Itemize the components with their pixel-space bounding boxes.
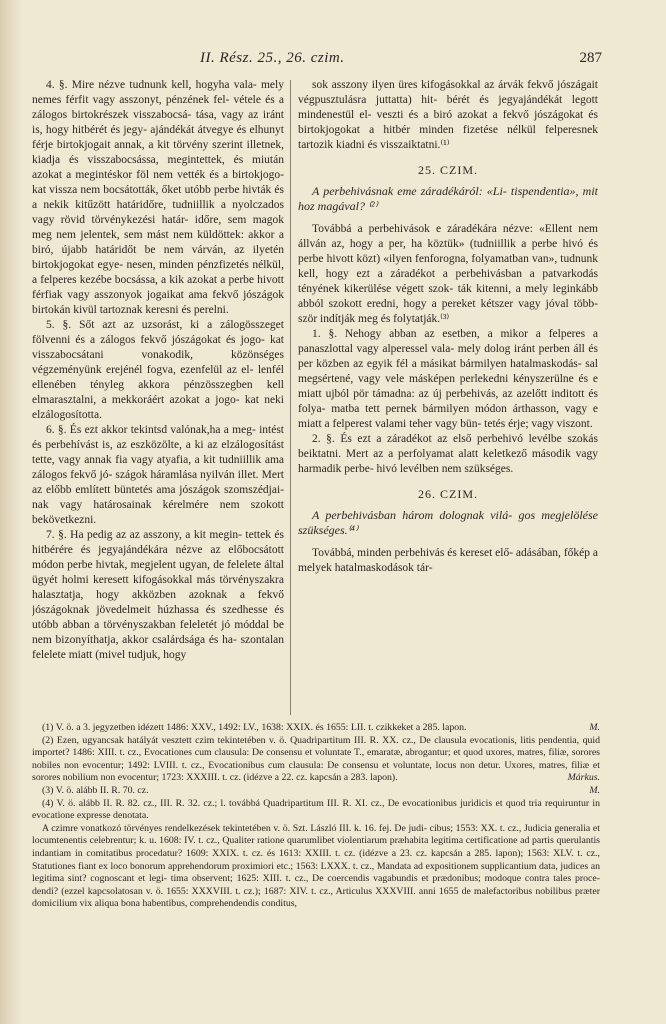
continued-paragraph: sok asszony ilyen üres kifogásokkal az árvák fekvő jószágait végpusztulásra juttatta) hit- bérét és jegyajándékát legott mindenestül el- veszti és a biró azokat a fekvő jószágokat és birtokjogokat a hitbér minden fizetése nélkül felperesnek tartozik kiadni és visszaiktatni.⁽¹⁾ <box>298 79 598 151</box>
section-25-heading: 25. CZIM. <box>418 163 478 177</box>
footnote-text: A czimre vonatkozó törvényes rendelkezések tekintetében v. ö. Szt. László III. k. 16. fej. De judi- cibus; 1553: XX. t. cz., Judicia generalia et locumtenentis celebrentur; k. u. 1608: IV. t. cz., Qualiter ratione quarumlibet violentiarum præhabita legitima certificatione ad partis querulantis indantiam in comitatibus procedatur? 1609: XXIX. t. cz. és 1613: XXIII. t. cz. (idézve a 23. cz. kapcsán a 285. lapon); 1563: XLV. t. cz., Statutiones fiant ex loco bonorum apprehendorum proximiori etc.; 1563: LXXX. t. cz., Mandata ad expositionem supplicantium data, judices an legitima sint? cognoscant et legi- tima observent; 1625: XIII. t. cz., De coercendis vagabundis et prædonibus; modoque contra tales proce- dendi? (ezzel kapcsolatosan v. ö. 1655: XXXVIII. t. cz.); 1687: XIV. t. cz., Articulus XXXVIII. anni 1655 de malefactoribus nobilibus præter domicilium vix aliqua bona habentibus, comprehendendis conditus, <box>32 822 600 910</box>
column-divider <box>290 80 291 715</box>
footnote <box>32 785 600 798</box>
footnote-text: (4) V. ö. alább II. R. 82. cz., III. R. 32. cz.; l. továbbá Quadripartitum III. R. XI. cz., De evocationibus juridicis et quod tria requiruntur in evocatione expresse denotata. <box>32 797 600 822</box>
footnote-text: (3) V. ö. alább II. R. 70. cz. <box>42 784 149 796</box>
footnote <box>32 735 600 785</box>
paragraph-5: 5. §. Sőt azt az uzsorást, ki a zálogösszeget fölvenni és a zálogos fekvő jószágokat és jogo- kat visszabocsátani vonakodik, közönséges végzeményünk erejénél fogva, ezenfelül az el- lenfél ellenében tényleg akkora pénzösszegben kell elmarasztalni, a mekkoráért azokat a jogo- kat neki elzálogosította. <box>32 319 284 421</box>
right-column <box>298 78 598 718</box>
footnote <box>32 798 600 823</box>
page-edge-shadow <box>0 0 22 1024</box>
footnote-signature: M. <box>589 784 600 796</box>
section-25-paragraph: 2. §. És ezt a záradékot az első perbehivó levélbe szokás beiktatni. Mert az a perfolyamat alatt keletkező második vagy harmadik perbe- hivó levélben nem szükséges. <box>298 433 598 475</box>
footnote-signature: Márkus. <box>567 772 600 784</box>
footnote-signature: M. <box>589 722 600 733</box>
footnote-text: (2) Ezen, ugyancsak hatályát vesztett czim tekintetében v. ö. Quadripartitum III. R. XX. cz., De clausula evocationis, litis pendentia, quid importet? 1486: XIII. t. cz., Evocationes cum clausula: De consensu et voluntate T., emaratæ, abrogantur; et quod uxores, matres, filiæ, sorores nobiles non evocentur; 1492: LVIII. t. cz., Evocationibus cum clausula: De consensu et voluntate, locus non detur. Uxores, matres, filiæ et sorores nobilium non evocentur; 1723: XXXIII. t. cz. (idézve a 22. cz. kapcsán a 283. lapon). <box>32 734 600 784</box>
section-26-paragraph: Továbbá, minden perbehivás és kereset elő- adásában, főkép a melyek hatalmaskodások tár- <box>298 547 598 574</box>
running-title: II. Rész. 25., 26. czim. <box>200 50 345 66</box>
footnote <box>32 823 600 911</box>
left-column <box>32 78 284 718</box>
page-number: 287 <box>579 50 602 66</box>
paragraph-7: 7. §. Ha pedig az az asszony, a kit megin- tettek és hitbérére és jegyajándékára nézve az előbocsátott módon perbe hivtak, megjelent ugyan, de felelete által ügyét holmi keresett kifogásokkal más törvényszakra halasztatja, hogy akközben azoknak a fekvő jószágoknak jövedelmeit húzhassa és szedhesse és utóbb abban a törvényszakban feleletét jó móddal be nem bizonyíthatja, akkor csalárdsága és ha- szontalan felelete miatt (mivel tudjuk, hogy <box>32 529 284 661</box>
paragraph-4: 4. §. Mire nézve tudnunk kell, hogyha vala- mely nemes férfit vagy asszonyt, pénzének fel- vétele és a zálogos birtokrészek visszabocsá- tása, vagy az iránt is, hogy hitbérét és jegy- ajándékát átvegye és elhunyt férje birtokjogait annak, a kit törvény szerint illetnek, kiadja és visszabocsássa, megintettek, és miután azokat a megintéskor föl nem vették és a birtokjogo- kat vissza nem bocsátották, őket utóbb perbe hivták és a nekik kitűzött határidőre, tudniillik a nyolczados vagy rövid törvénykezési határ- időre, sem magok meg nem jelentek, sem mást nem küldöttek: akkor a biró, újabb határidőt be nem várván, az ilyetén birtokjogokat egye- nesen, minden pénzfizetés nélkül, a felperes kezébe bocsássa, a kik azokat a perbe hivott férfiak vagy asszonyok jogaikat ama fekvő jószágok birtokán kivül tartoznak keresni és perelni. <box>32 79 284 316</box>
book-page <box>30 40 630 1010</box>
paragraph-6: 6. §. És ezt akkor tekintsd valónak,ha a meg- intést és perbehívást is, az eszközölte, a ki az elzálogosítást tette, vagy annak fia vagy atyafia, a kit tudniillik ama zálogos fekvő jó- szágok háramlása nyilván illet. Mert az előbb említett büntetés ama jószágok szomszédjai- nak vagy határosainak kérelmére nem szokott bekövetkezni. <box>32 424 284 526</box>
section-25-paragraph: 1. §. Nehogy abban az esetben, a mikor a felperes a panaszlottal vagy alperessel vala- mely dolog iránt perben áll és per közben az egyik fél a másikat bármilyen hatalmaskodás- sal megsértené, vagy vele másképen perlekedni kényszerülne és e miatt ujból pör támadna: az új perbehivás, az azelőtt inditott és folya- matba tett pernek bármilyen módon árthasson, vagy e miatt a felperest valami teher vagy bün- tetés érje; vagy viszont. <box>298 328 598 430</box>
section-25-paragraph: Továbbá a perbehivások e záradékára nézve: «Ellent nem állván az, hogy a per, ha köztük» (tudniillik a perbe hivó és perbe hivott közt) «ilyen fenforogna, folyamatban van», tudnunk kell, hogy ezt a záradékot a perbehivásban a patvarkodás tényének kikerülése végett szok- ták kitenni, a mely leginkább abból szokott eredni, hogy a pereket kétszer vagy jóval több- ször indítják meg és folytatják.⁽³⁾ <box>298 223 598 325</box>
footnotes <box>32 722 600 1002</box>
section-26-heading: 26. CZIM. <box>418 487 478 501</box>
running-head <box>30 50 630 72</box>
section-26-subtitle: A perbehivásban három dolognak vilá- gos megjelölése szükséges.⁽⁴⁾ <box>298 508 598 537</box>
footnote <box>32 722 600 735</box>
section-25-subtitle: A perbehivásnak eme záradékáról: «Li- tispendentia», mit hoz magával? ⁽²⁾ <box>298 184 598 213</box>
footnote-text: (1) V. ö. a 3. jegyzetben idézett 1486: XXV., 1492: LV., 1638: XXIX. és 1655: LII. t. czikkeket a 285. lapon. <box>42 722 467 733</box>
